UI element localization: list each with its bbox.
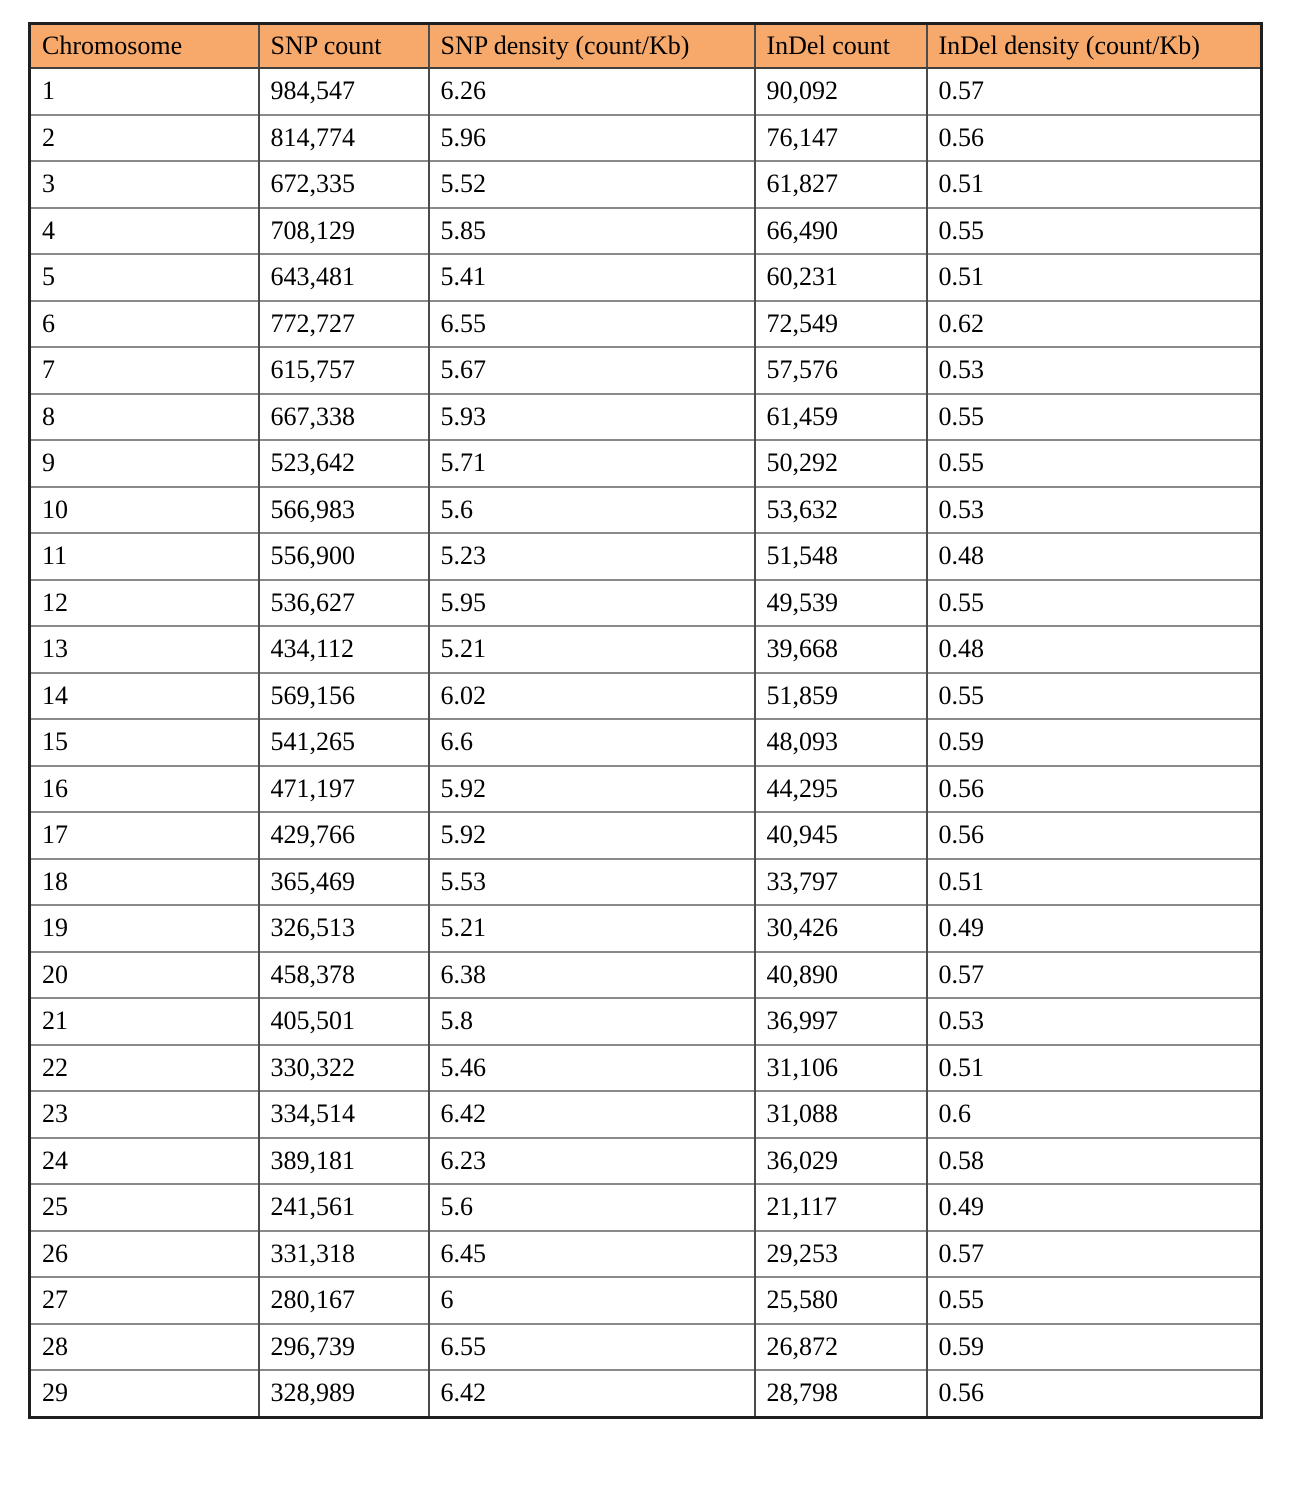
cell-indel-density: 0.53 <box>927 487 1262 534</box>
cell-snp-count: 643,481 <box>259 254 429 301</box>
cell-snp-density: 6.26 <box>429 68 755 115</box>
snp-indel-stats-table-container <box>28 22 1263 1419</box>
table-row <box>30 952 1262 999</box>
cell-snp-density: 6.45 <box>429 1231 755 1278</box>
cell-indel-density: 0.56 <box>927 812 1262 859</box>
cell-indel-count: 61,459 <box>755 394 927 441</box>
cell-snp-count: 672,335 <box>259 161 429 208</box>
cell-chromosome: 11 <box>30 533 259 580</box>
cell-chromosome: 19 <box>30 905 259 952</box>
cell-indel-count: 51,859 <box>755 673 927 720</box>
cell-indel-density: 0.56 <box>927 1370 1262 1417</box>
cell-chromosome: 9 <box>30 440 259 487</box>
cell-chromosome: 18 <box>30 859 259 906</box>
cell-chromosome: 22 <box>30 1045 259 1092</box>
cell-snp-density: 5.6 <box>429 487 755 534</box>
cell-indel-count: 49,539 <box>755 580 927 627</box>
table-row <box>30 859 1262 906</box>
cell-snp-count: 569,156 <box>259 673 429 720</box>
cell-indel-count: 53,632 <box>755 487 927 534</box>
cell-chromosome: 25 <box>30 1184 259 1231</box>
cell-snp-density: 6.42 <box>429 1091 755 1138</box>
cell-snp-count: 615,757 <box>259 347 429 394</box>
cell-snp-count: 280,167 <box>259 1277 429 1324</box>
table-row <box>30 580 1262 627</box>
cell-snp-density: 6.55 <box>429 1324 755 1371</box>
cell-indel-density: 0.55 <box>927 673 1262 720</box>
cell-indel-count: 60,231 <box>755 254 927 301</box>
table-row <box>30 161 1262 208</box>
cell-chromosome: 7 <box>30 347 259 394</box>
col-header-indel-count: InDel count <box>755 24 927 69</box>
cell-snp-density: 5.71 <box>429 440 755 487</box>
cell-indel-density: 0.6 <box>927 1091 1262 1138</box>
cell-indel-density: 0.59 <box>927 719 1262 766</box>
header-row <box>30 24 1262 69</box>
cell-indel-density: 0.56 <box>927 115 1262 162</box>
cell-snp-density: 6.23 <box>429 1138 755 1185</box>
cell-snp-count: 296,739 <box>259 1324 429 1371</box>
table-row <box>30 1231 1262 1278</box>
cell-snp-count: 541,265 <box>259 719 429 766</box>
cell-chromosome: 6 <box>30 301 259 348</box>
table-row <box>30 1277 1262 1324</box>
cell-snp-count: 566,983 <box>259 487 429 534</box>
table-row <box>30 905 1262 952</box>
cell-indel-count: 31,106 <box>755 1045 927 1092</box>
cell-snp-density: 5.85 <box>429 208 755 255</box>
cell-indel-count: 51,548 <box>755 533 927 580</box>
cell-indel-count: 61,827 <box>755 161 927 208</box>
cell-chromosome: 27 <box>30 1277 259 1324</box>
table-row <box>30 719 1262 766</box>
cell-indel-density: 0.56 <box>927 766 1262 813</box>
cell-snp-count: 556,900 <box>259 533 429 580</box>
table-row <box>30 301 1262 348</box>
cell-indel-count: 50,292 <box>755 440 927 487</box>
cell-chromosome: 15 <box>30 719 259 766</box>
cell-chromosome: 5 <box>30 254 259 301</box>
cell-indel-count: 40,890 <box>755 952 927 999</box>
table-row <box>30 673 1262 720</box>
cell-snp-density: 6.02 <box>429 673 755 720</box>
cell-chromosome: 2 <box>30 115 259 162</box>
cell-indel-density: 0.57 <box>927 68 1262 115</box>
col-header-snp-density: SNP density (count/Kb) <box>429 24 755 69</box>
cell-chromosome: 29 <box>30 1370 259 1417</box>
table-row <box>30 1138 1262 1185</box>
table-row <box>30 254 1262 301</box>
cell-snp-density: 5.6 <box>429 1184 755 1231</box>
cell-indel-density: 0.51 <box>927 161 1262 208</box>
cell-snp-density: 6.42 <box>429 1370 755 1417</box>
cell-chromosome: 17 <box>30 812 259 859</box>
cell-indel-count: 30,426 <box>755 905 927 952</box>
cell-chromosome: 12 <box>30 580 259 627</box>
cell-snp-count: 334,514 <box>259 1091 429 1138</box>
cell-snp-count: 389,181 <box>259 1138 429 1185</box>
table-row <box>30 1184 1262 1231</box>
cell-snp-density: 5.52 <box>429 161 755 208</box>
snp-indel-stats-table <box>28 22 1263 1419</box>
cell-snp-density: 5.92 <box>429 766 755 813</box>
cell-indel-count: 40,945 <box>755 812 927 859</box>
cell-chromosome: 14 <box>30 673 259 720</box>
cell-indel-density: 0.55 <box>927 440 1262 487</box>
cell-snp-count: 523,642 <box>259 440 429 487</box>
cell-snp-count: 708,129 <box>259 208 429 255</box>
cell-indel-density: 0.49 <box>927 905 1262 952</box>
cell-indel-count: 25,580 <box>755 1277 927 1324</box>
table-row <box>30 115 1262 162</box>
table-row <box>30 998 1262 1045</box>
cell-snp-density: 5.93 <box>429 394 755 441</box>
cell-indel-count: 66,490 <box>755 208 927 255</box>
cell-indel-count: 28,798 <box>755 1370 927 1417</box>
col-header-indel-density: InDel density (count/Kb) <box>927 24 1262 69</box>
cell-indel-count: 90,092 <box>755 68 927 115</box>
cell-indel-density: 0.55 <box>927 208 1262 255</box>
table-row <box>30 1324 1262 1371</box>
cell-indel-density: 0.57 <box>927 1231 1262 1278</box>
cell-chromosome: 3 <box>30 161 259 208</box>
cell-chromosome: 28 <box>30 1324 259 1371</box>
cell-snp-count: 365,469 <box>259 859 429 906</box>
cell-indel-density: 0.53 <box>927 998 1262 1045</box>
cell-indel-count: 57,576 <box>755 347 927 394</box>
table-row <box>30 533 1262 580</box>
table-body <box>30 68 1262 1417</box>
cell-indel-density: 0.55 <box>927 1277 1262 1324</box>
cell-snp-count: 405,501 <box>259 998 429 1045</box>
table-header <box>30 24 1262 69</box>
cell-indel-density: 0.51 <box>927 1045 1262 1092</box>
cell-snp-count: 536,627 <box>259 580 429 627</box>
cell-chromosome: 23 <box>30 1091 259 1138</box>
table-row <box>30 626 1262 673</box>
table-row <box>30 347 1262 394</box>
cell-snp-count: 328,989 <box>259 1370 429 1417</box>
cell-indel-density: 0.51 <box>927 254 1262 301</box>
cell-snp-density: 5.23 <box>429 533 755 580</box>
cell-indel-count: 33,797 <box>755 859 927 906</box>
table-row <box>30 1045 1262 1092</box>
cell-chromosome: 21 <box>30 998 259 1045</box>
cell-chromosome: 13 <box>30 626 259 673</box>
cell-snp-density: 5.53 <box>429 859 755 906</box>
cell-indel-count: 29,253 <box>755 1231 927 1278</box>
table-row <box>30 812 1262 859</box>
cell-snp-density: 6.38 <box>429 952 755 999</box>
cell-snp-count: 984,547 <box>259 68 429 115</box>
cell-snp-density: 5.95 <box>429 580 755 627</box>
col-header-snp-count: SNP count <box>259 24 429 69</box>
cell-snp-density: 6 <box>429 1277 755 1324</box>
cell-snp-count: 772,727 <box>259 301 429 348</box>
cell-snp-density: 5.8 <box>429 998 755 1045</box>
cell-chromosome: 16 <box>30 766 259 813</box>
cell-indel-density: 0.49 <box>927 1184 1262 1231</box>
cell-snp-density: 5.96 <box>429 115 755 162</box>
cell-snp-count: 458,378 <box>259 952 429 999</box>
table-row <box>30 208 1262 255</box>
cell-indel-count: 36,029 <box>755 1138 927 1185</box>
cell-indel-density: 0.55 <box>927 580 1262 627</box>
cell-indel-density: 0.62 <box>927 301 1262 348</box>
cell-snp-density: 5.21 <box>429 905 755 952</box>
cell-chromosome: 10 <box>30 487 259 534</box>
cell-snp-density: 5.21 <box>429 626 755 673</box>
cell-indel-count: 39,668 <box>755 626 927 673</box>
cell-indel-density: 0.48 <box>927 626 1262 673</box>
cell-chromosome: 20 <box>30 952 259 999</box>
cell-indel-count: 21,117 <box>755 1184 927 1231</box>
cell-chromosome: 24 <box>30 1138 259 1185</box>
cell-snp-count: 330,322 <box>259 1045 429 1092</box>
cell-chromosome: 8 <box>30 394 259 441</box>
cell-snp-count: 814,774 <box>259 115 429 162</box>
cell-indel-count: 31,088 <box>755 1091 927 1138</box>
cell-indel-density: 0.57 <box>927 952 1262 999</box>
cell-indel-count: 72,549 <box>755 301 927 348</box>
col-header-chromosome: Chromosome <box>30 24 259 69</box>
table-row <box>30 1091 1262 1138</box>
cell-snp-density: 6.55 <box>429 301 755 348</box>
cell-indel-density: 0.53 <box>927 347 1262 394</box>
cell-chromosome: 4 <box>30 208 259 255</box>
cell-indel-density: 0.59 <box>927 1324 1262 1371</box>
table-row <box>30 394 1262 441</box>
cell-indel-count: 44,295 <box>755 766 927 813</box>
cell-snp-count: 326,513 <box>259 905 429 952</box>
cell-snp-density: 5.67 <box>429 347 755 394</box>
cell-indel-count: 76,147 <box>755 115 927 162</box>
cell-indel-count: 48,093 <box>755 719 927 766</box>
table-row <box>30 766 1262 813</box>
cell-indel-density: 0.55 <box>927 394 1262 441</box>
cell-snp-count: 429,766 <box>259 812 429 859</box>
cell-indel-density: 0.58 <box>927 1138 1262 1185</box>
cell-indel-count: 36,997 <box>755 998 927 1045</box>
cell-snp-count: 241,561 <box>259 1184 429 1231</box>
cell-chromosome: 1 <box>30 68 259 115</box>
cell-indel-density: 0.48 <box>927 533 1262 580</box>
cell-snp-count: 471,197 <box>259 766 429 813</box>
table-row <box>30 487 1262 534</box>
cell-snp-count: 331,318 <box>259 1231 429 1278</box>
table-row <box>30 68 1262 115</box>
cell-snp-count: 667,338 <box>259 394 429 441</box>
cell-snp-density: 5.41 <box>429 254 755 301</box>
cell-indel-count: 26,872 <box>755 1324 927 1371</box>
table-row <box>30 440 1262 487</box>
cell-snp-density: 6.6 <box>429 719 755 766</box>
table-row <box>30 1370 1262 1417</box>
cell-indel-density: 0.51 <box>927 859 1262 906</box>
cell-snp-density: 5.46 <box>429 1045 755 1092</box>
cell-chromosome: 26 <box>30 1231 259 1278</box>
cell-snp-density: 5.92 <box>429 812 755 859</box>
cell-snp-count: 434,112 <box>259 626 429 673</box>
